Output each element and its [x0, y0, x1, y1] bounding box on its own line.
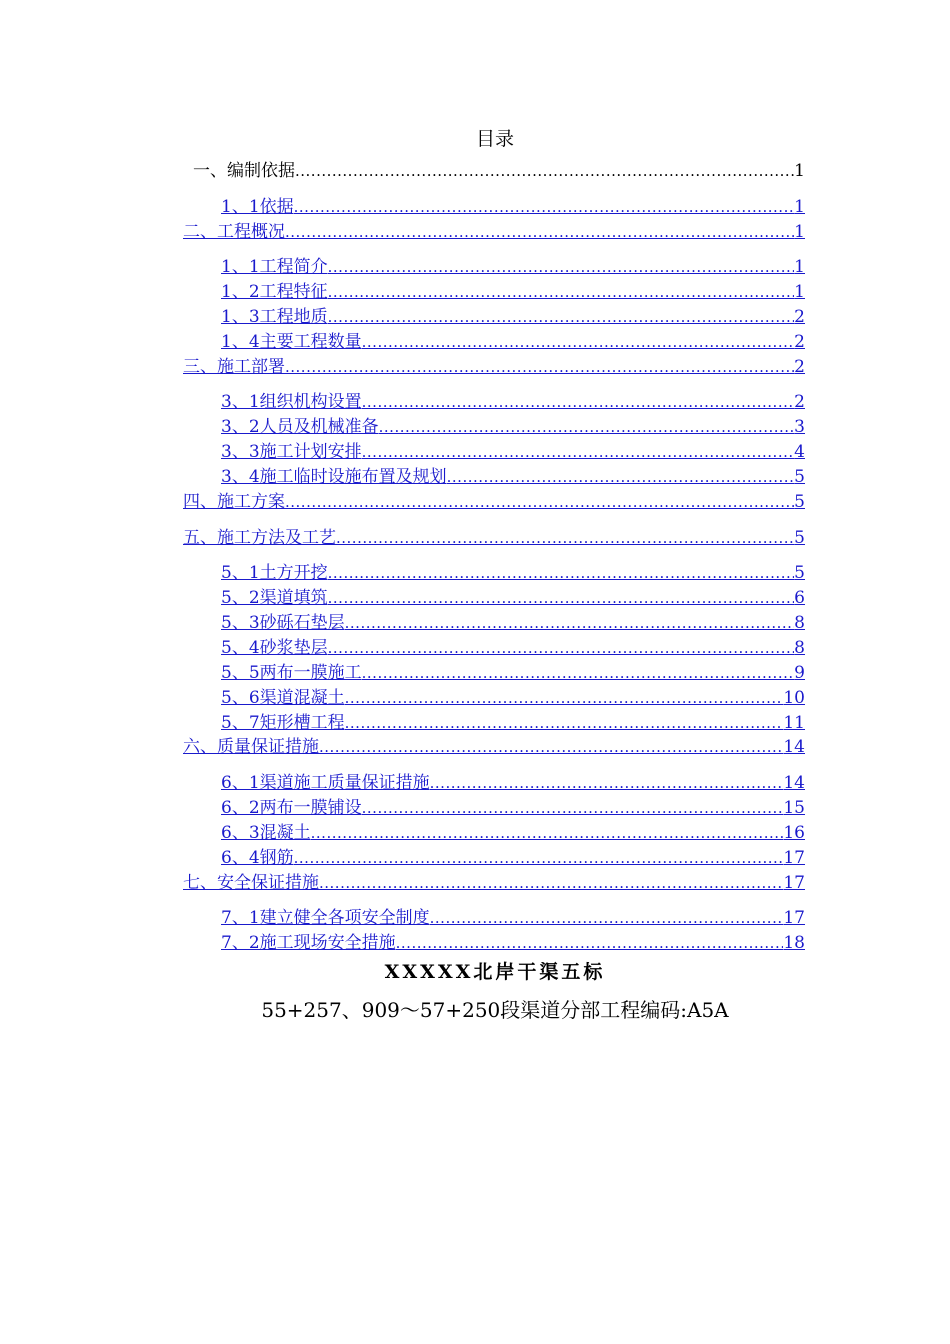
toc-entry-page: 6	[794, 588, 805, 608]
toc-leader	[294, 847, 784, 869]
toc-entry[interactable]	[221, 196, 805, 218]
toc-entry-label: 3、4施工临时设施布置及规划	[221, 467, 447, 487]
toc-leader	[336, 527, 794, 549]
toc-entry-page: 17	[783, 873, 805, 893]
toc-entry[interactable]	[221, 847, 805, 869]
toc-entry[interactable]	[183, 527, 805, 549]
toc-entry-page: 2	[794, 392, 805, 412]
toc-entry-page: 14	[783, 737, 805, 757]
toc-entry-label: 七、安全保证措施	[183, 873, 319, 893]
toc-entry[interactable]	[183, 221, 805, 243]
toc-entry-page: 8	[794, 613, 805, 633]
toc-leader	[295, 160, 794, 182]
toc-entry-label: 3、1组织机构设置	[221, 392, 362, 412]
project-name: XXXXX北岸干渠五标	[384, 961, 606, 983]
toc-entry-label: 5、4砂浆垫层	[221, 638, 328, 658]
toc-entry[interactable]	[221, 306, 805, 328]
toc-leader	[294, 196, 795, 218]
toc-entry[interactable]	[221, 416, 805, 438]
toc-entry-label: 1、1工程简介	[221, 257, 328, 277]
toc-entry-label: 5、5两布一膜施工	[221, 663, 362, 683]
toc-entry-label: 一、编制依据	[193, 161, 295, 181]
toc-entry[interactable]	[221, 662, 805, 684]
toc-entry[interactable]	[221, 797, 805, 819]
toc-entry[interactable]	[221, 822, 805, 844]
toc-entry-label: 1、2工程特征	[221, 282, 328, 302]
toc-entry-page: 1	[794, 282, 805, 302]
toc-entry-label: 6、3混凝土	[221, 823, 311, 843]
toc-entry-label: 5、7矩形槽工程	[221, 713, 345, 733]
toc-leader	[285, 356, 794, 378]
toc-leader	[328, 562, 795, 584]
toc-leader	[345, 712, 784, 734]
toc-entry-page: 5	[794, 528, 805, 548]
toc-leader	[362, 391, 795, 413]
toc-entry-page: 1	[794, 257, 805, 277]
toc-entry-page: 4	[794, 442, 805, 462]
toc-entry-page: 5	[794, 467, 805, 487]
toc-entry-label: 1、1依据	[221, 197, 294, 217]
toc-entry-label: 1、4主要工程数量	[221, 332, 362, 352]
toc-leader	[319, 736, 783, 758]
toc-entry-label: 1、3工程地质	[221, 307, 328, 327]
toc-entry-page: 2	[794, 307, 805, 327]
toc-entry[interactable]	[221, 637, 805, 659]
toc-entry-label: 5、6渠道混凝土	[221, 688, 345, 708]
toc-entry[interactable]	[221, 331, 805, 353]
toc-entry-label: 6、1渠道施工质量保证措施	[221, 773, 430, 793]
toc-entry-label: 7、1建立健全各项安全制度	[221, 908, 430, 928]
toc-leader	[447, 466, 795, 488]
toc-leader	[362, 797, 784, 819]
toc-entry-label: 六、质量保证措施	[183, 737, 319, 757]
toc-entry-page: 5	[794, 563, 805, 583]
toc-entry[interactable]	[221, 712, 805, 734]
toc-entry[interactable]	[221, 612, 805, 634]
toc-leader	[285, 221, 794, 243]
toc-entry[interactable]	[183, 736, 805, 758]
toc-entry-page: 17	[783, 848, 805, 868]
toc-entry-label: 6、4钢筋	[221, 848, 294, 868]
toc-entry-page: 9	[794, 663, 805, 683]
toc-entry-label: 二、工程概况	[183, 222, 285, 242]
toc-entry[interactable]	[183, 491, 805, 513]
toc-entry-page: 1	[794, 161, 805, 181]
toc-entry-page: 2	[794, 332, 805, 352]
toc-leader	[328, 256, 795, 278]
toc-title: 目录	[475, 128, 514, 150]
toc-entry[interactable]	[221, 772, 805, 794]
toc-leader	[362, 662, 795, 684]
toc-entry-page: 3	[794, 417, 805, 437]
toc-entry-page: 17	[783, 908, 805, 928]
toc-leader	[328, 281, 795, 303]
toc-entry[interactable]	[193, 160, 805, 182]
toc-entry-page: 1	[794, 197, 805, 217]
toc-leader	[328, 637, 795, 659]
toc-leader	[328, 587, 795, 609]
toc-leader	[285, 491, 794, 513]
project-subtitle: 55+257、909～57+250段渠道分部工程编码:A5A	[261, 998, 729, 1022]
toc-entry[interactable]	[183, 872, 805, 894]
toc-entry[interactable]	[221, 441, 805, 463]
toc-entry-label: 3、3施工计划安排	[221, 442, 362, 462]
toc-entry-page: 1	[794, 222, 805, 242]
toc-entry-page: 18	[783, 933, 805, 953]
toc-entry-label: 5、1土方开挖	[221, 563, 328, 583]
toc-entry[interactable]	[221, 687, 805, 709]
toc-leader	[362, 441, 795, 463]
toc-entry-page: 10	[783, 688, 805, 708]
toc-entry[interactable]	[221, 587, 805, 609]
toc-entry[interactable]	[221, 907, 805, 929]
toc-entry-label: 五、施工方法及工艺	[183, 528, 336, 548]
toc-leader	[430, 772, 784, 794]
toc-leader	[319, 872, 783, 894]
toc-leader	[430, 907, 784, 929]
toc-leader	[328, 306, 795, 328]
toc-leader	[396, 932, 784, 954]
toc-entry[interactable]	[221, 256, 805, 278]
toc-leader	[379, 416, 795, 438]
toc-entry-page: 2	[794, 357, 805, 377]
toc-entry-label: 3、2人员及机械准备	[221, 417, 379, 437]
toc-entry[interactable]	[221, 932, 805, 954]
toc-entry[interactable]	[221, 391, 805, 413]
toc-entry-label: 7、2施工现场安全措施	[221, 933, 396, 953]
toc-entry-label: 6、2两布一膜铺设	[221, 798, 362, 818]
toc-leader	[345, 612, 795, 634]
toc-entry[interactable]	[221, 466, 805, 488]
toc-entry-page: 5	[794, 492, 805, 512]
toc-entry-page: 8	[794, 638, 805, 658]
toc-entry-page: 15	[783, 798, 805, 818]
toc-entry-page: 14	[783, 773, 805, 793]
toc-entry-label: 5、2渠道填筑	[221, 588, 328, 608]
toc-leader	[345, 687, 784, 709]
toc-entry-label: 三、施工部署	[183, 357, 285, 377]
toc-entry[interactable]	[221, 281, 805, 303]
toc-leader	[362, 331, 795, 353]
toc-entry[interactable]	[183, 356, 805, 378]
toc-entry-label: 四、施工方案	[183, 492, 285, 512]
toc-leader	[311, 822, 784, 844]
toc-entry-page: 11	[783, 713, 805, 733]
toc-entry-page: 16	[783, 823, 805, 843]
toc-entry[interactable]	[221, 562, 805, 584]
toc-entry-label: 5、3砂砾石垫层	[221, 613, 345, 633]
